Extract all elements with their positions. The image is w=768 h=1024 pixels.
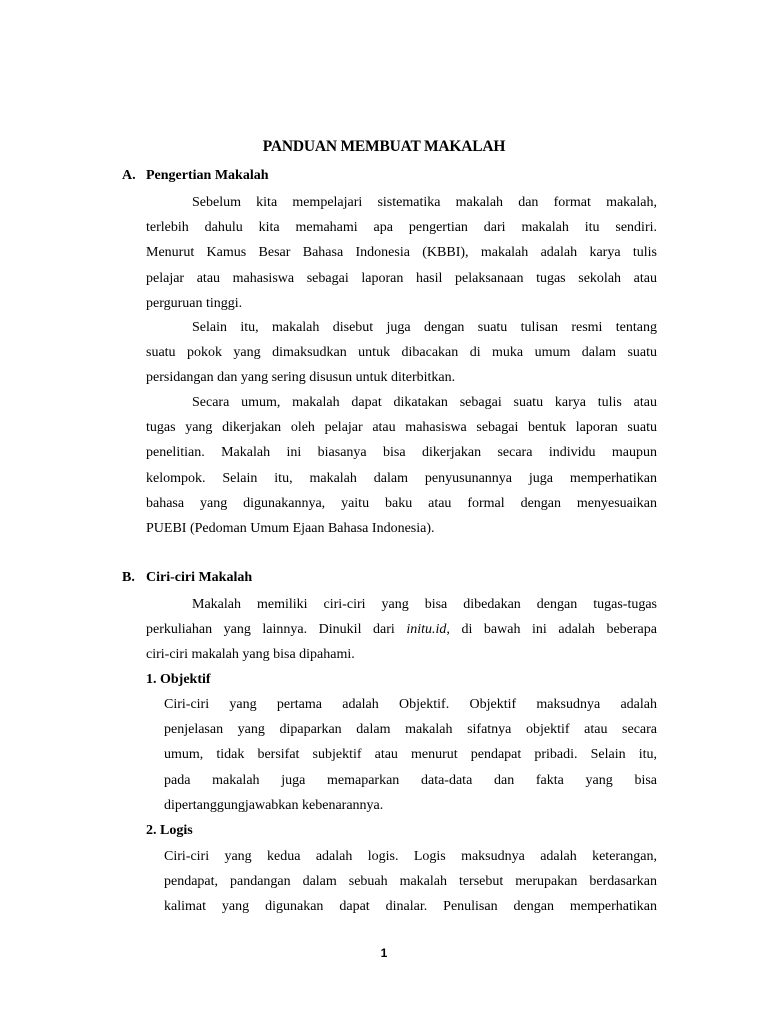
paragraph-line: ciri-ciri makalah yang bisa dipahami. [146,647,355,663]
paragraph-line: Menurut Kamus Besar Bahasa Indonesia (KBBI), makalah adalah karya tulis [146,245,657,261]
section-a-marker: A. [122,168,136,183]
paragraph-line: terlebih dahulu kita memahami apa pengertian dari makalah itu sendiri. [146,220,657,236]
paragraph-line: pendapat, pandangan dalam sebuah makalah tersebut merupakan berdasarkan [164,874,657,890]
paragraph-line: kelompok. Selain itu, makalah dalam penyusunannya juga memperhatikan [146,470,657,486]
paragraph-line: Secara umum, makalah dapat dikatakan sebagai suatu karya tulis atau [192,395,657,410]
paragraph-line: penjelasan yang dipaparkan dalam makalah sifatnya objektif atau secara [164,722,657,738]
section-b-intro [146,592,657,668]
section-a-paragraph-1 [146,190,657,316]
paragraph-line: bahasa yang digunakannya, yaitu baku atau formal dengan menyesuaikan [146,495,657,511]
section-a-paragraph-2 [146,315,657,391]
paragraph-line: tugas yang dikerjakan oleh pelajar atau mahasiswa sebagai bentuk laporan suatu [146,420,657,436]
paragraph-line: pelajar atau mahasiswa sebagai laporan hasil pelaksanaan tugas sekolah atau [146,270,657,286]
document-title: PANDUAN MEMBUAT MAKALAH [262,138,506,155]
item-1-paragraph [164,692,657,818]
paragraph-line: kalimat yang digunakan dapat dinalar. Penulisan dengan memperhatikan [164,899,657,915]
paragraph-line: PUEBI (Pedoman Umum Ejaan Bahasa Indonesia). [146,521,435,537]
paragraph-line: Ciri-ciri yang kedua adalah logis. Logis maksudnya adalah keterangan, [164,849,657,864]
paragraph-line: Selain itu, makalah disebut juga dengan suatu tulisan resmi tentang [192,320,657,335]
section-a-paragraph-3 [146,390,657,541]
section-a-title: Pengertian Makalah [146,168,269,183]
item-2-heading: 2. Logis [146,823,193,838]
item-2-paragraph [164,844,657,920]
paragraph-line: Ciri-ciri yang pertama adalah Objektif. Objektif maksudnya adalah [164,697,657,712]
page-number: 1 [380,946,388,960]
paragraph-line: suatu pokok yang dimaksudkan untuk dibacakan di muka umum dalam suatu [146,345,657,361]
section-b-title: Ciri-ciri Makalah [146,570,253,585]
paragraph-line: umum, tidak bersifat subjektif atau menurut pendapat pribadi. Selain itu, [164,747,657,763]
paragraph-line: pada makalah juga memaparkan data-data dan fakta yang bisa [164,772,657,788]
section-b-marker: B. [122,570,135,585]
paragraph-line: perguruan tinggi. [146,295,243,311]
source-reference: initu.id, [406,622,450,638]
paragraph-line: perkuliahan yang lainnya. Dinukil dari initu.id, di bawah ini adalah beberapa [146,622,657,638]
item-1-heading: 1. Objektif [146,672,211,687]
paragraph-line: penelitian. Makalah ini biasanya bisa dikerjakan secara individu maupun [146,445,657,461]
paragraph-line: Makalah memiliki ciri-ciri yang bisa dibedakan dengan tugas-tugas [192,597,657,612]
paragraph-line: Sebelum kita mempelajari sistematika makalah dan format makalah, [192,195,657,210]
paragraph-line: persidangan dan yang sering disusun untuk diterbitkan. [146,370,456,386]
paragraph-line: dipertanggungjawabkan kebenarannya. [164,797,384,813]
